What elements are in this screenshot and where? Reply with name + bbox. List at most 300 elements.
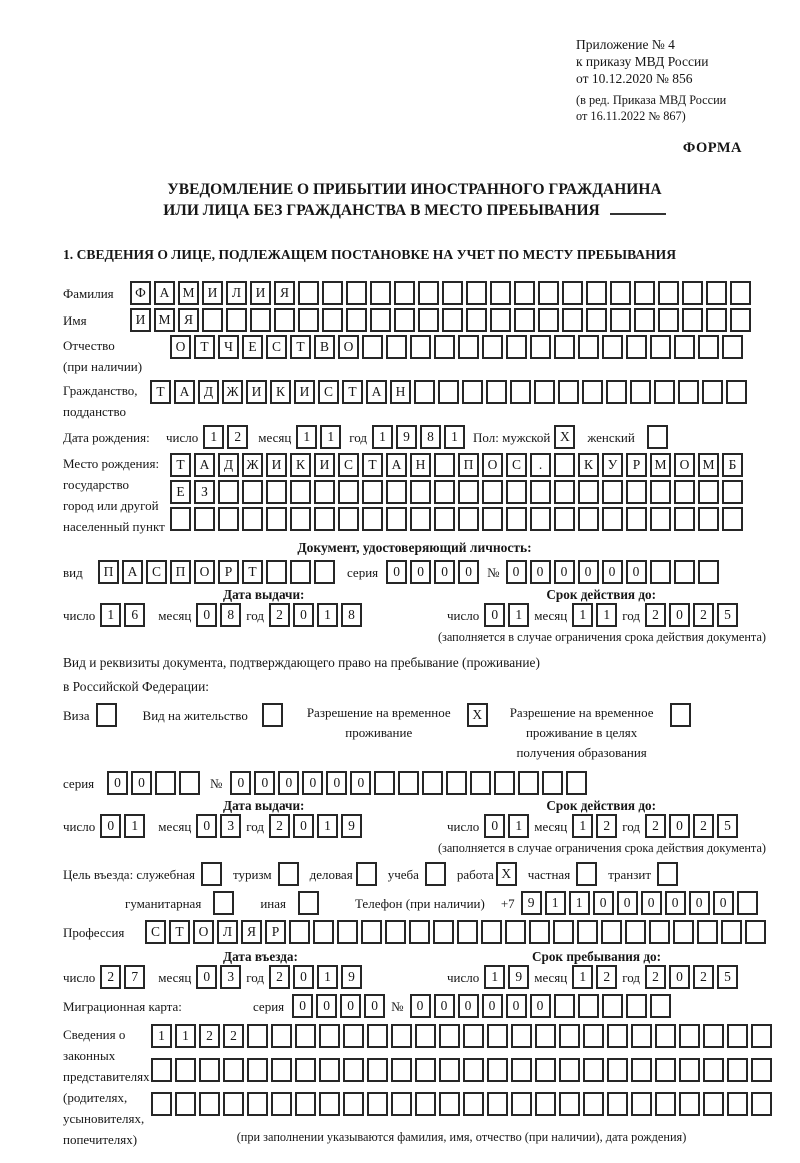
char-cell[interactable] bbox=[583, 1058, 604, 1082]
char-cell[interactable]: 0 bbox=[669, 814, 690, 838]
study-checkbox[interactable] bbox=[425, 862, 446, 886]
char-cell[interactable]: 5 bbox=[717, 814, 738, 838]
char-cell[interactable] bbox=[290, 560, 311, 584]
char-cell[interactable]: 1 bbox=[320, 425, 341, 449]
char-cell[interactable]: С bbox=[266, 335, 287, 359]
char-cell[interactable] bbox=[607, 1024, 628, 1048]
char-cell[interactable]: 0 bbox=[669, 965, 690, 989]
char-cell[interactable]: 0 bbox=[107, 771, 128, 795]
char-cell[interactable]: Ч bbox=[218, 335, 239, 359]
char-cell[interactable] bbox=[559, 1024, 580, 1048]
char-cell[interactable] bbox=[457, 920, 478, 944]
char-cell[interactable] bbox=[470, 771, 491, 795]
char-cell[interactable]: 9 bbox=[341, 965, 362, 989]
char-cell[interactable] bbox=[386, 335, 407, 359]
char-cell[interactable] bbox=[250, 308, 271, 332]
char-cell[interactable] bbox=[582, 380, 603, 404]
char-cell[interactable] bbox=[751, 1024, 772, 1048]
char-cell[interactable]: 0 bbox=[434, 994, 455, 1018]
char-cell[interactable]: 2 bbox=[645, 603, 666, 627]
char-cell[interactable] bbox=[631, 1024, 652, 1048]
char-cell[interactable]: 5 bbox=[717, 603, 738, 627]
char-cell[interactable] bbox=[398, 771, 419, 795]
char-cell[interactable] bbox=[518, 771, 539, 795]
char-cell[interactable] bbox=[751, 1058, 772, 1082]
char-cell[interactable] bbox=[682, 281, 703, 305]
char-cell[interactable] bbox=[535, 1024, 556, 1048]
char-cell[interactable]: А bbox=[122, 560, 143, 584]
char-cell[interactable]: И bbox=[130, 308, 151, 332]
char-cell[interactable]: Ф bbox=[130, 281, 151, 305]
char-cell[interactable]: 0 bbox=[100, 814, 121, 838]
char-cell[interactable]: И bbox=[266, 453, 287, 477]
char-cell[interactable]: 0 bbox=[602, 560, 623, 584]
work-checkbox[interactable]: X bbox=[496, 862, 517, 886]
char-cell[interactable]: 1 bbox=[569, 891, 590, 915]
char-cell[interactable]: 1 bbox=[596, 603, 617, 627]
char-cell[interactable] bbox=[654, 380, 675, 404]
char-cell[interactable] bbox=[511, 1024, 532, 1048]
char-cell[interactable] bbox=[650, 560, 671, 584]
char-cell[interactable] bbox=[626, 994, 647, 1018]
char-cell[interactable] bbox=[418, 281, 439, 305]
char-cell[interactable] bbox=[538, 281, 559, 305]
char-cell[interactable] bbox=[655, 1092, 676, 1116]
char-cell[interactable] bbox=[530, 507, 551, 531]
char-cell[interactable]: 0 bbox=[293, 603, 314, 627]
char-cell[interactable] bbox=[679, 1024, 700, 1048]
char-cell[interactable]: 1 bbox=[203, 425, 224, 449]
char-cell[interactable]: 2 bbox=[596, 965, 617, 989]
char-cell[interactable] bbox=[601, 920, 622, 944]
char-cell[interactable]: 0 bbox=[364, 994, 385, 1018]
char-cell[interactable]: 0 bbox=[434, 560, 455, 584]
char-cell[interactable] bbox=[602, 507, 623, 531]
char-cell[interactable]: 0 bbox=[578, 560, 599, 584]
char-cell[interactable]: Р bbox=[626, 453, 647, 477]
char-cell[interactable]: 0 bbox=[230, 771, 251, 795]
char-cell[interactable]: Е bbox=[242, 335, 263, 359]
char-cell[interactable] bbox=[175, 1058, 196, 1082]
char-cell[interactable]: 5 bbox=[717, 965, 738, 989]
char-cell[interactable]: 1 bbox=[572, 965, 593, 989]
char-cell[interactable] bbox=[226, 308, 247, 332]
char-cell[interactable] bbox=[535, 1092, 556, 1116]
char-cell[interactable]: 1 bbox=[372, 425, 393, 449]
char-cell[interactable]: Т bbox=[342, 380, 363, 404]
char-cell[interactable] bbox=[466, 281, 487, 305]
char-cell[interactable] bbox=[610, 281, 631, 305]
char-cell[interactable] bbox=[607, 1092, 628, 1116]
char-cell[interactable]: А bbox=[366, 380, 387, 404]
char-cell[interactable] bbox=[630, 380, 651, 404]
char-cell[interactable] bbox=[322, 281, 343, 305]
char-cell[interactable] bbox=[422, 771, 443, 795]
char-cell[interactable]: 1 bbox=[545, 891, 566, 915]
char-cell[interactable]: 0 bbox=[506, 994, 527, 1018]
char-cell[interactable] bbox=[730, 308, 751, 332]
char-cell[interactable] bbox=[151, 1058, 172, 1082]
char-cell[interactable] bbox=[586, 308, 607, 332]
char-cell[interactable]: 1 bbox=[175, 1024, 196, 1048]
char-cell[interactable] bbox=[295, 1024, 316, 1048]
char-cell[interactable]: Т bbox=[242, 560, 263, 584]
char-cell[interactable] bbox=[529, 920, 550, 944]
char-cell[interactable] bbox=[658, 308, 679, 332]
char-cell[interactable]: 9 bbox=[521, 891, 542, 915]
char-cell[interactable] bbox=[602, 335, 623, 359]
char-cell[interactable] bbox=[562, 308, 583, 332]
char-cell[interactable] bbox=[247, 1092, 268, 1116]
char-cell[interactable] bbox=[338, 507, 359, 531]
char-cell[interactable] bbox=[458, 480, 479, 504]
char-cell[interactable] bbox=[155, 771, 176, 795]
char-cell[interactable] bbox=[534, 380, 555, 404]
char-cell[interactable] bbox=[462, 380, 483, 404]
char-cell[interactable] bbox=[698, 507, 719, 531]
char-cell[interactable] bbox=[247, 1058, 268, 1082]
char-cell[interactable] bbox=[271, 1058, 292, 1082]
char-cell[interactable] bbox=[319, 1024, 340, 1048]
char-cell[interactable] bbox=[626, 507, 647, 531]
char-cell[interactable]: 2 bbox=[269, 603, 290, 627]
char-cell[interactable]: 1 bbox=[508, 814, 529, 838]
char-cell[interactable] bbox=[274, 308, 295, 332]
char-cell[interactable]: П bbox=[458, 453, 479, 477]
char-cell[interactable] bbox=[434, 453, 455, 477]
char-cell[interactable] bbox=[505, 920, 526, 944]
char-cell[interactable]: 0 bbox=[196, 603, 217, 627]
char-cell[interactable] bbox=[223, 1058, 244, 1082]
char-cell[interactable] bbox=[410, 335, 431, 359]
char-cell[interactable] bbox=[726, 380, 747, 404]
char-cell[interactable]: 0 bbox=[410, 994, 431, 1018]
char-cell[interactable] bbox=[290, 507, 311, 531]
char-cell[interactable] bbox=[446, 771, 467, 795]
char-cell[interactable]: 0 bbox=[131, 771, 152, 795]
char-cell[interactable] bbox=[679, 1092, 700, 1116]
char-cell[interactable] bbox=[391, 1058, 412, 1082]
char-cell[interactable]: 0 bbox=[386, 560, 407, 584]
char-cell[interactable] bbox=[338, 480, 359, 504]
char-cell[interactable]: М bbox=[650, 453, 671, 477]
char-cell[interactable] bbox=[606, 380, 627, 404]
char-cell[interactable]: 0 bbox=[293, 814, 314, 838]
char-cell[interactable] bbox=[745, 920, 766, 944]
char-cell[interactable] bbox=[179, 771, 200, 795]
char-cell[interactable] bbox=[626, 480, 647, 504]
char-cell[interactable] bbox=[218, 480, 239, 504]
char-cell[interactable]: 2 bbox=[227, 425, 248, 449]
char-cell[interactable]: 1 bbox=[317, 814, 338, 838]
char-cell[interactable] bbox=[463, 1058, 484, 1082]
char-cell[interactable]: 0 bbox=[665, 891, 686, 915]
char-cell[interactable]: 0 bbox=[326, 771, 347, 795]
char-cell[interactable] bbox=[706, 308, 727, 332]
char-cell[interactable]: 0 bbox=[626, 560, 647, 584]
char-cell[interactable] bbox=[170, 507, 191, 531]
char-cell[interactable]: 1 bbox=[572, 603, 593, 627]
char-cell[interactable]: О bbox=[193, 920, 214, 944]
char-cell[interactable] bbox=[554, 480, 575, 504]
char-cell[interactable] bbox=[433, 920, 454, 944]
char-cell[interactable] bbox=[385, 920, 406, 944]
char-cell[interactable] bbox=[578, 994, 599, 1018]
char-cell[interactable] bbox=[415, 1058, 436, 1082]
char-cell[interactable]: 0 bbox=[340, 994, 361, 1018]
char-cell[interactable] bbox=[650, 994, 671, 1018]
char-cell[interactable] bbox=[386, 507, 407, 531]
char-cell[interactable] bbox=[487, 1058, 508, 1082]
char-cell[interactable] bbox=[674, 560, 695, 584]
edu-residence-checkbox[interactable] bbox=[670, 703, 691, 727]
char-cell[interactable] bbox=[223, 1092, 244, 1116]
char-cell[interactable] bbox=[361, 920, 382, 944]
char-cell[interactable] bbox=[490, 308, 511, 332]
char-cell[interactable]: 2 bbox=[693, 603, 714, 627]
char-cell[interactable]: Р bbox=[218, 560, 239, 584]
char-cell[interactable] bbox=[674, 480, 695, 504]
char-cell[interactable] bbox=[702, 380, 723, 404]
char-cell[interactable] bbox=[271, 1092, 292, 1116]
char-cell[interactable] bbox=[199, 1092, 220, 1116]
char-cell[interactable] bbox=[386, 480, 407, 504]
char-cell[interactable] bbox=[722, 480, 743, 504]
char-cell[interactable] bbox=[562, 281, 583, 305]
char-cell[interactable] bbox=[578, 507, 599, 531]
char-cell[interactable] bbox=[202, 308, 223, 332]
char-cell[interactable] bbox=[463, 1092, 484, 1116]
char-cell[interactable]: С bbox=[318, 380, 339, 404]
char-cell[interactable]: 0 bbox=[530, 560, 551, 584]
char-cell[interactable] bbox=[566, 771, 587, 795]
char-cell[interactable] bbox=[367, 1092, 388, 1116]
char-cell[interactable] bbox=[439, 1092, 460, 1116]
char-cell[interactable]: Б bbox=[722, 453, 743, 477]
char-cell[interactable] bbox=[678, 380, 699, 404]
char-cell[interactable]: А bbox=[194, 453, 215, 477]
char-cell[interactable] bbox=[394, 308, 415, 332]
char-cell[interactable] bbox=[487, 1024, 508, 1048]
char-cell[interactable] bbox=[634, 281, 655, 305]
char-cell[interactable] bbox=[706, 281, 727, 305]
char-cell[interactable] bbox=[362, 480, 383, 504]
char-cell[interactable] bbox=[337, 920, 358, 944]
char-cell[interactable] bbox=[313, 920, 334, 944]
char-cell[interactable]: 0 bbox=[713, 891, 734, 915]
char-cell[interactable] bbox=[442, 281, 463, 305]
char-cell[interactable] bbox=[538, 308, 559, 332]
char-cell[interactable] bbox=[554, 507, 575, 531]
char-cell[interactable]: 1 bbox=[444, 425, 465, 449]
char-cell[interactable]: 1 bbox=[296, 425, 317, 449]
char-cell[interactable]: К bbox=[290, 453, 311, 477]
char-cell[interactable]: И bbox=[246, 380, 267, 404]
tourism-checkbox[interactable] bbox=[278, 862, 299, 886]
sex-male-checkbox[interactable]: X bbox=[554, 425, 575, 449]
char-cell[interactable] bbox=[649, 920, 670, 944]
char-cell[interactable] bbox=[631, 1058, 652, 1082]
char-cell[interactable]: Л bbox=[226, 281, 247, 305]
char-cell[interactable] bbox=[558, 380, 579, 404]
sex-female-checkbox[interactable] bbox=[647, 425, 668, 449]
business-checkbox[interactable] bbox=[356, 862, 377, 886]
char-cell[interactable]: Н bbox=[410, 453, 431, 477]
char-cell[interactable] bbox=[374, 771, 395, 795]
char-cell[interactable] bbox=[367, 1058, 388, 1082]
char-cell[interactable]: 0 bbox=[506, 560, 527, 584]
char-cell[interactable]: 0 bbox=[482, 994, 503, 1018]
char-cell[interactable] bbox=[391, 1024, 412, 1048]
char-cell[interactable]: 2 bbox=[693, 965, 714, 989]
char-cell[interactable]: 0 bbox=[484, 814, 505, 838]
char-cell[interactable] bbox=[559, 1092, 580, 1116]
char-cell[interactable]: А bbox=[174, 380, 195, 404]
char-cell[interactable]: 1 bbox=[508, 603, 529, 627]
char-cell[interactable]: 8 bbox=[341, 603, 362, 627]
char-cell[interactable] bbox=[698, 560, 719, 584]
char-cell[interactable] bbox=[410, 507, 431, 531]
char-cell[interactable]: 0 bbox=[554, 560, 575, 584]
char-cell[interactable] bbox=[634, 308, 655, 332]
char-cell[interactable] bbox=[554, 994, 575, 1018]
char-cell[interactable]: П bbox=[98, 560, 119, 584]
char-cell[interactable]: 0 bbox=[410, 560, 431, 584]
char-cell[interactable] bbox=[458, 507, 479, 531]
char-cell[interactable] bbox=[343, 1058, 364, 1082]
char-cell[interactable] bbox=[650, 507, 671, 531]
char-cell[interactable] bbox=[346, 308, 367, 332]
char-cell[interactable]: 1 bbox=[484, 965, 505, 989]
char-cell[interactable] bbox=[697, 920, 718, 944]
char-cell[interactable]: 0 bbox=[350, 771, 371, 795]
char-cell[interactable] bbox=[367, 1024, 388, 1048]
char-cell[interactable] bbox=[151, 1092, 172, 1116]
char-cell[interactable] bbox=[583, 1024, 604, 1048]
char-cell[interactable]: С bbox=[338, 453, 359, 477]
char-cell[interactable] bbox=[362, 507, 383, 531]
char-cell[interactable] bbox=[650, 335, 671, 359]
other-checkbox[interactable] bbox=[298, 891, 319, 915]
char-cell[interactable] bbox=[394, 281, 415, 305]
char-cell[interactable] bbox=[535, 1058, 556, 1082]
char-cell[interactable]: 0 bbox=[196, 965, 217, 989]
char-cell[interactable]: П bbox=[170, 560, 191, 584]
char-cell[interactable] bbox=[578, 335, 599, 359]
char-cell[interactable]: 2 bbox=[269, 965, 290, 989]
char-cell[interactable] bbox=[655, 1058, 676, 1082]
char-cell[interactable]: 8 bbox=[220, 603, 241, 627]
char-cell[interactable] bbox=[586, 281, 607, 305]
char-cell[interactable]: 0 bbox=[302, 771, 323, 795]
char-cell[interactable]: 1 bbox=[317, 603, 338, 627]
char-cell[interactable] bbox=[415, 1092, 436, 1116]
char-cell[interactable]: Ж bbox=[242, 453, 263, 477]
char-cell[interactable]: С bbox=[146, 560, 167, 584]
char-cell[interactable] bbox=[506, 507, 527, 531]
char-cell[interactable] bbox=[554, 335, 575, 359]
char-cell[interactable] bbox=[434, 507, 455, 531]
char-cell[interactable] bbox=[314, 560, 335, 584]
char-cell[interactable] bbox=[703, 1024, 724, 1048]
char-cell[interactable]: У bbox=[602, 453, 623, 477]
char-cell[interactable] bbox=[626, 335, 647, 359]
char-cell[interactable]: Ж bbox=[222, 380, 243, 404]
char-cell[interactable] bbox=[674, 335, 695, 359]
char-cell[interactable]: 0 bbox=[278, 771, 299, 795]
char-cell[interactable] bbox=[218, 507, 239, 531]
char-cell[interactable]: М bbox=[178, 281, 199, 305]
humanitarian-checkbox[interactable] bbox=[213, 891, 234, 915]
char-cell[interactable]: М bbox=[154, 308, 175, 332]
char-cell[interactable] bbox=[703, 1058, 724, 1082]
char-cell[interactable] bbox=[602, 480, 623, 504]
char-cell[interactable]: 2 bbox=[645, 814, 666, 838]
char-cell[interactable]: Н bbox=[390, 380, 411, 404]
char-cell[interactable]: 0 bbox=[254, 771, 275, 795]
char-cell[interactable] bbox=[625, 920, 646, 944]
char-cell[interactable]: 0 bbox=[293, 965, 314, 989]
char-cell[interactable] bbox=[314, 480, 335, 504]
char-cell[interactable]: В bbox=[314, 335, 335, 359]
char-cell[interactable] bbox=[295, 1092, 316, 1116]
char-cell[interactable] bbox=[673, 920, 694, 944]
char-cell[interactable]: М bbox=[698, 453, 719, 477]
char-cell[interactable]: О bbox=[170, 335, 191, 359]
char-cell[interactable] bbox=[631, 1092, 652, 1116]
char-cell[interactable]: Т bbox=[169, 920, 190, 944]
char-cell[interactable] bbox=[370, 308, 391, 332]
char-cell[interactable] bbox=[346, 281, 367, 305]
char-cell[interactable] bbox=[439, 1024, 460, 1048]
char-cell[interactable] bbox=[298, 281, 319, 305]
char-cell[interactable] bbox=[295, 1058, 316, 1082]
char-cell[interactable]: 0 bbox=[641, 891, 662, 915]
char-cell[interactable] bbox=[414, 380, 435, 404]
char-cell[interactable] bbox=[434, 480, 455, 504]
char-cell[interactable]: Д bbox=[198, 380, 219, 404]
char-cell[interactable]: 2 bbox=[269, 814, 290, 838]
char-cell[interactable]: 0 bbox=[458, 994, 479, 1018]
char-cell[interactable] bbox=[577, 920, 598, 944]
char-cell[interactable] bbox=[530, 335, 551, 359]
char-cell[interactable]: 2 bbox=[596, 814, 617, 838]
char-cell[interactable] bbox=[506, 335, 527, 359]
char-cell[interactable] bbox=[314, 507, 335, 531]
char-cell[interactable] bbox=[199, 1058, 220, 1082]
char-cell[interactable] bbox=[751, 1092, 772, 1116]
char-cell[interactable] bbox=[418, 308, 439, 332]
char-cell[interactable]: 2 bbox=[693, 814, 714, 838]
char-cell[interactable]: 6 bbox=[124, 603, 145, 627]
char-cell[interactable] bbox=[242, 480, 263, 504]
char-cell[interactable]: О bbox=[194, 560, 215, 584]
char-cell[interactable] bbox=[266, 480, 287, 504]
char-cell[interactable] bbox=[194, 507, 215, 531]
char-cell[interactable] bbox=[266, 560, 287, 584]
char-cell[interactable]: 0 bbox=[669, 603, 690, 627]
char-cell[interactable] bbox=[727, 1092, 748, 1116]
char-cell[interactable]: 0 bbox=[316, 994, 337, 1018]
char-cell[interactable] bbox=[610, 308, 631, 332]
char-cell[interactable] bbox=[602, 994, 623, 1018]
char-cell[interactable]: О bbox=[482, 453, 503, 477]
char-cell[interactable]: К bbox=[578, 453, 599, 477]
char-cell[interactable]: З bbox=[194, 480, 215, 504]
char-cell[interactable]: Т bbox=[362, 453, 383, 477]
char-cell[interactable] bbox=[583, 1092, 604, 1116]
char-cell[interactable] bbox=[658, 281, 679, 305]
